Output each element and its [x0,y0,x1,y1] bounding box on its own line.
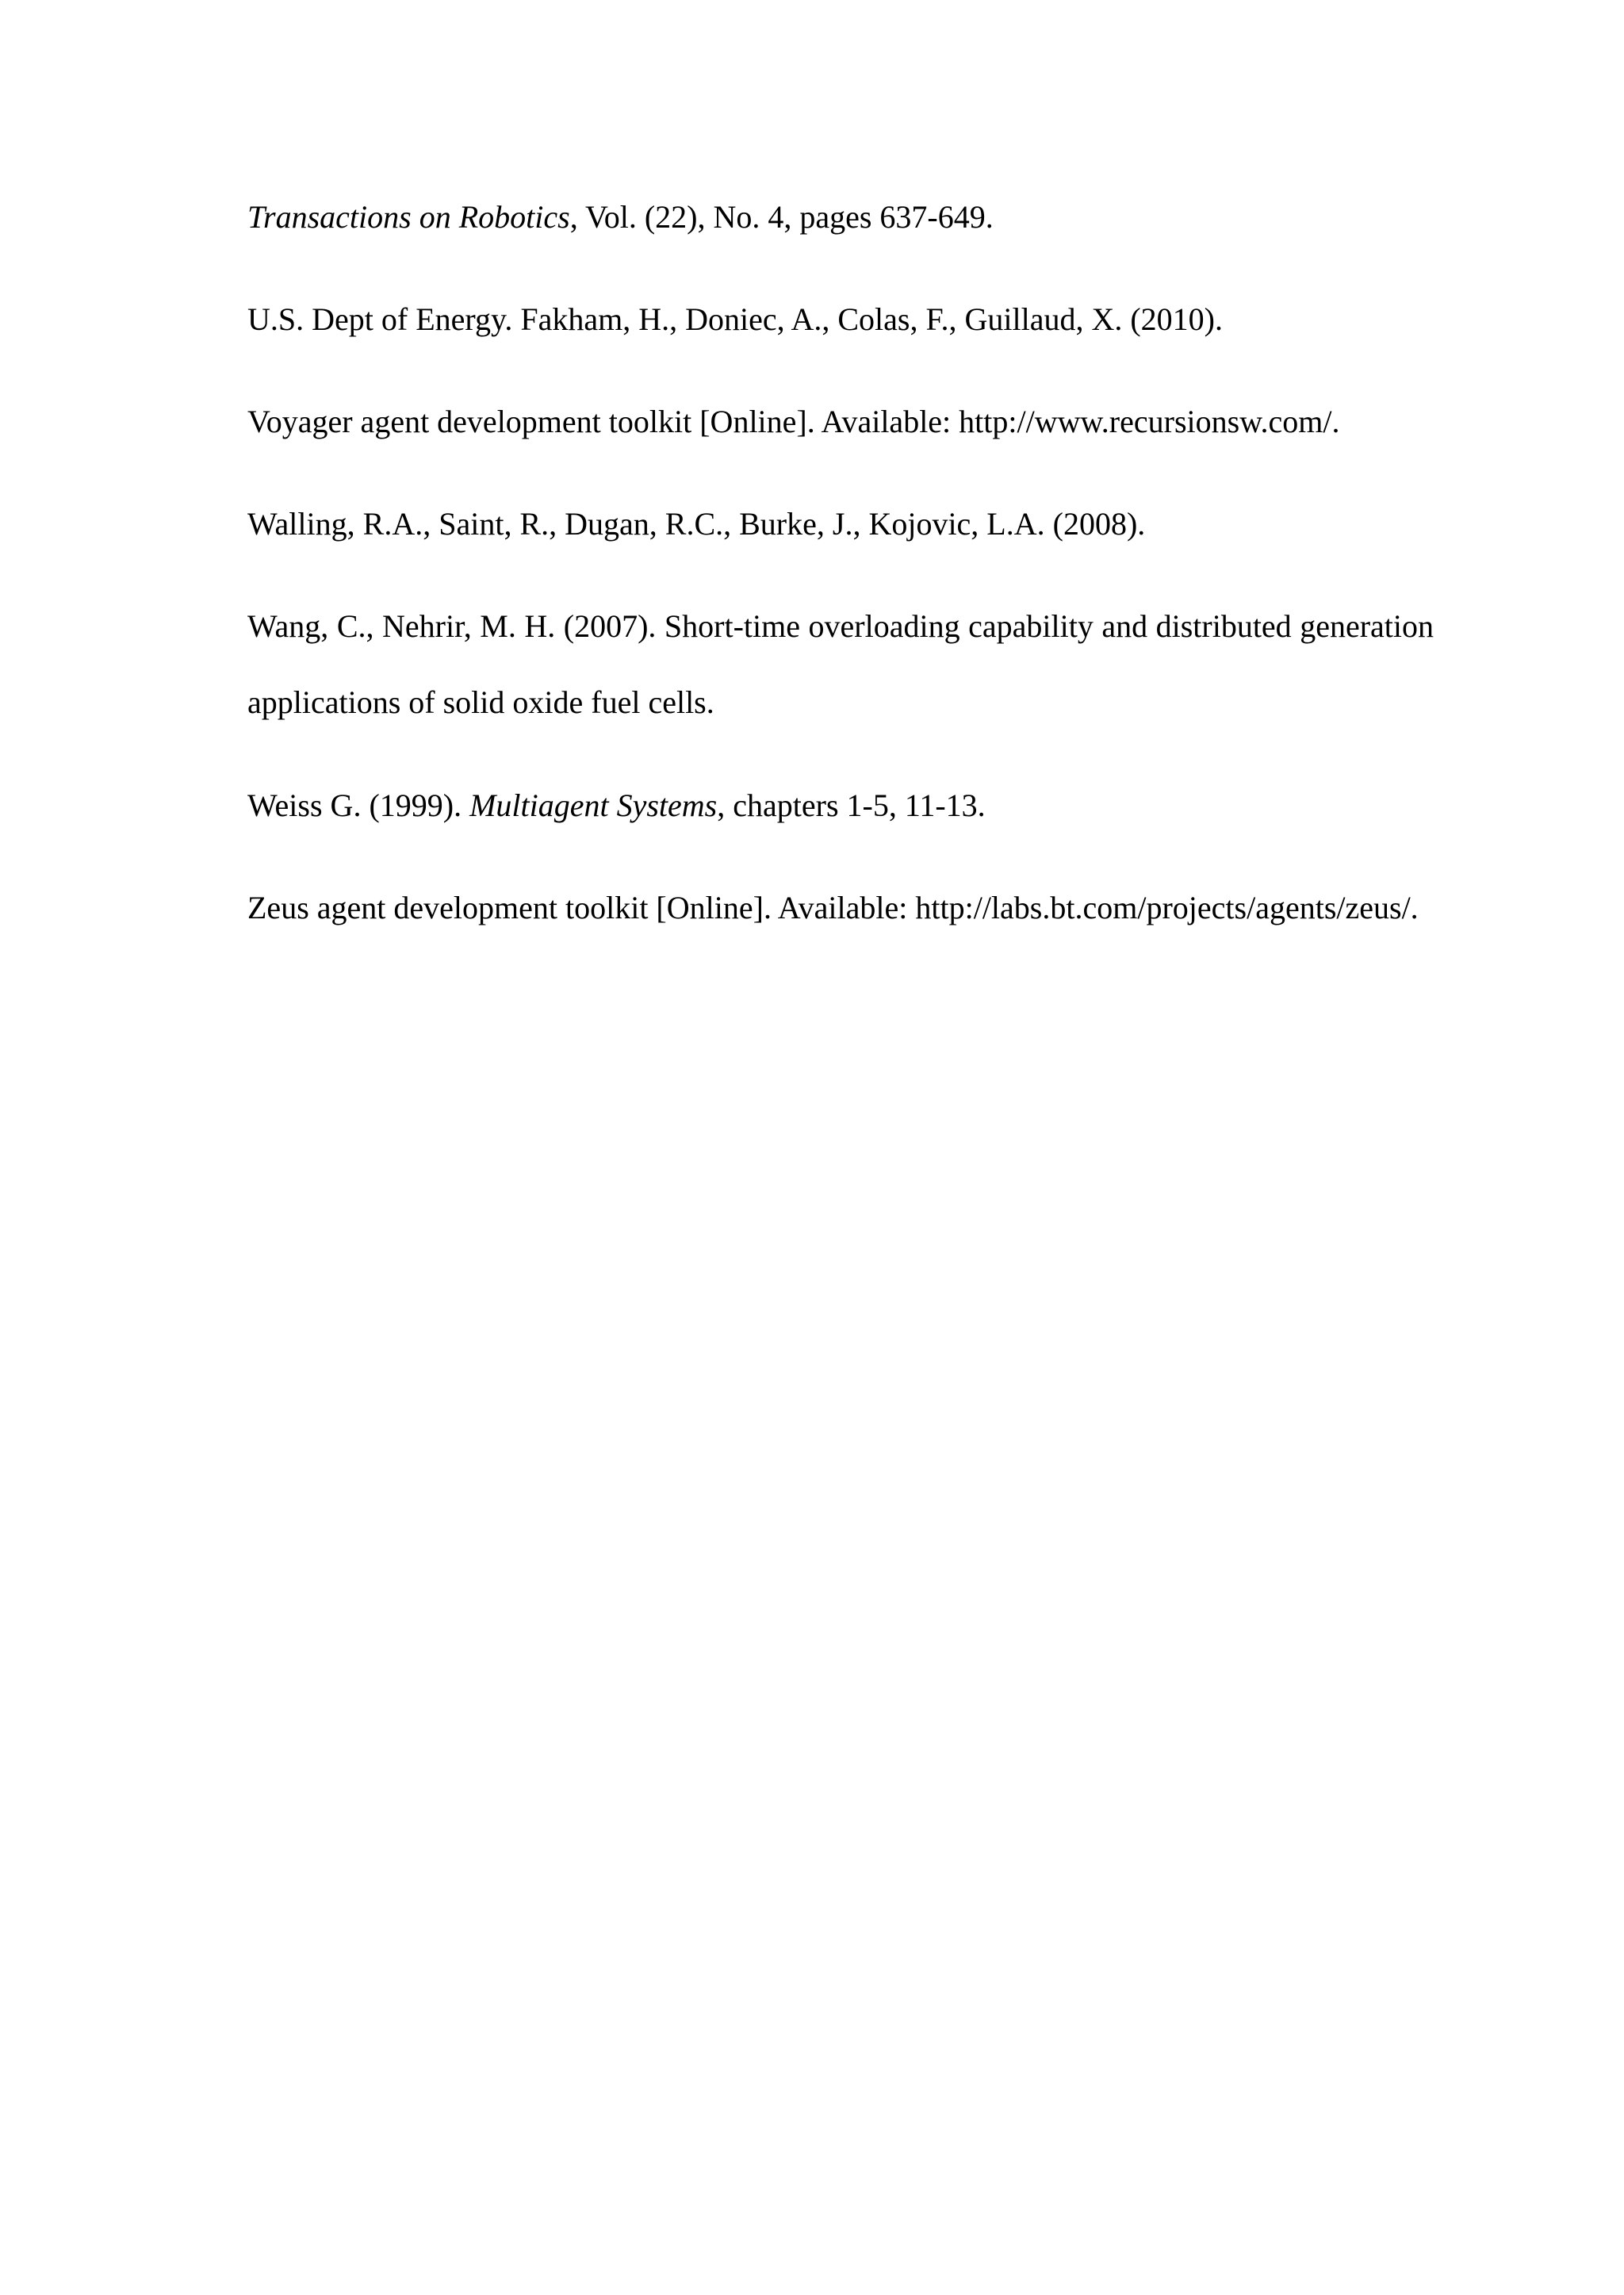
reference-transactions-on-robotics [247,179,1434,255]
book-title: Multiagent Systems [469,787,718,823]
reference-us-dept-energy: U.S. Dept of Energy. Fakham, H., Doniec, A., Colas, F., Guillaud, X. (2010). [247,301,1223,337]
reference-zeus-toolkit: Zeus agent development toolkit [Online]. Available: http://labs.bt.com/projects/agents/zeus/. [247,890,1419,925]
reference-weiss [247,768,1434,844]
reference-walling: Walling, R.A., Saint, R., Dugan, R.C., Burke, J., Kojovic, L.A. (2008). [247,506,1146,542]
reference-details: , Vol. (22), No. 4, pages 637-649. [569,199,994,235]
reference-details: , chapters 1-5, 11-13. [717,787,986,823]
reference-author-year: Weiss G. (1999). [247,787,470,823]
reference-wang-nehrir: Wang, C., Nehrir, M. H. (2007). Short-time overloading capability and distributed generation applications of solid oxide fuel cells. [247,608,1434,720]
reference-voyager-toolkit: Voyager agent development toolkit [Online]. Available: http://www.recursionsw.com/. [247,404,1340,439]
journal-title: Transactions on Robotics [247,199,570,235]
